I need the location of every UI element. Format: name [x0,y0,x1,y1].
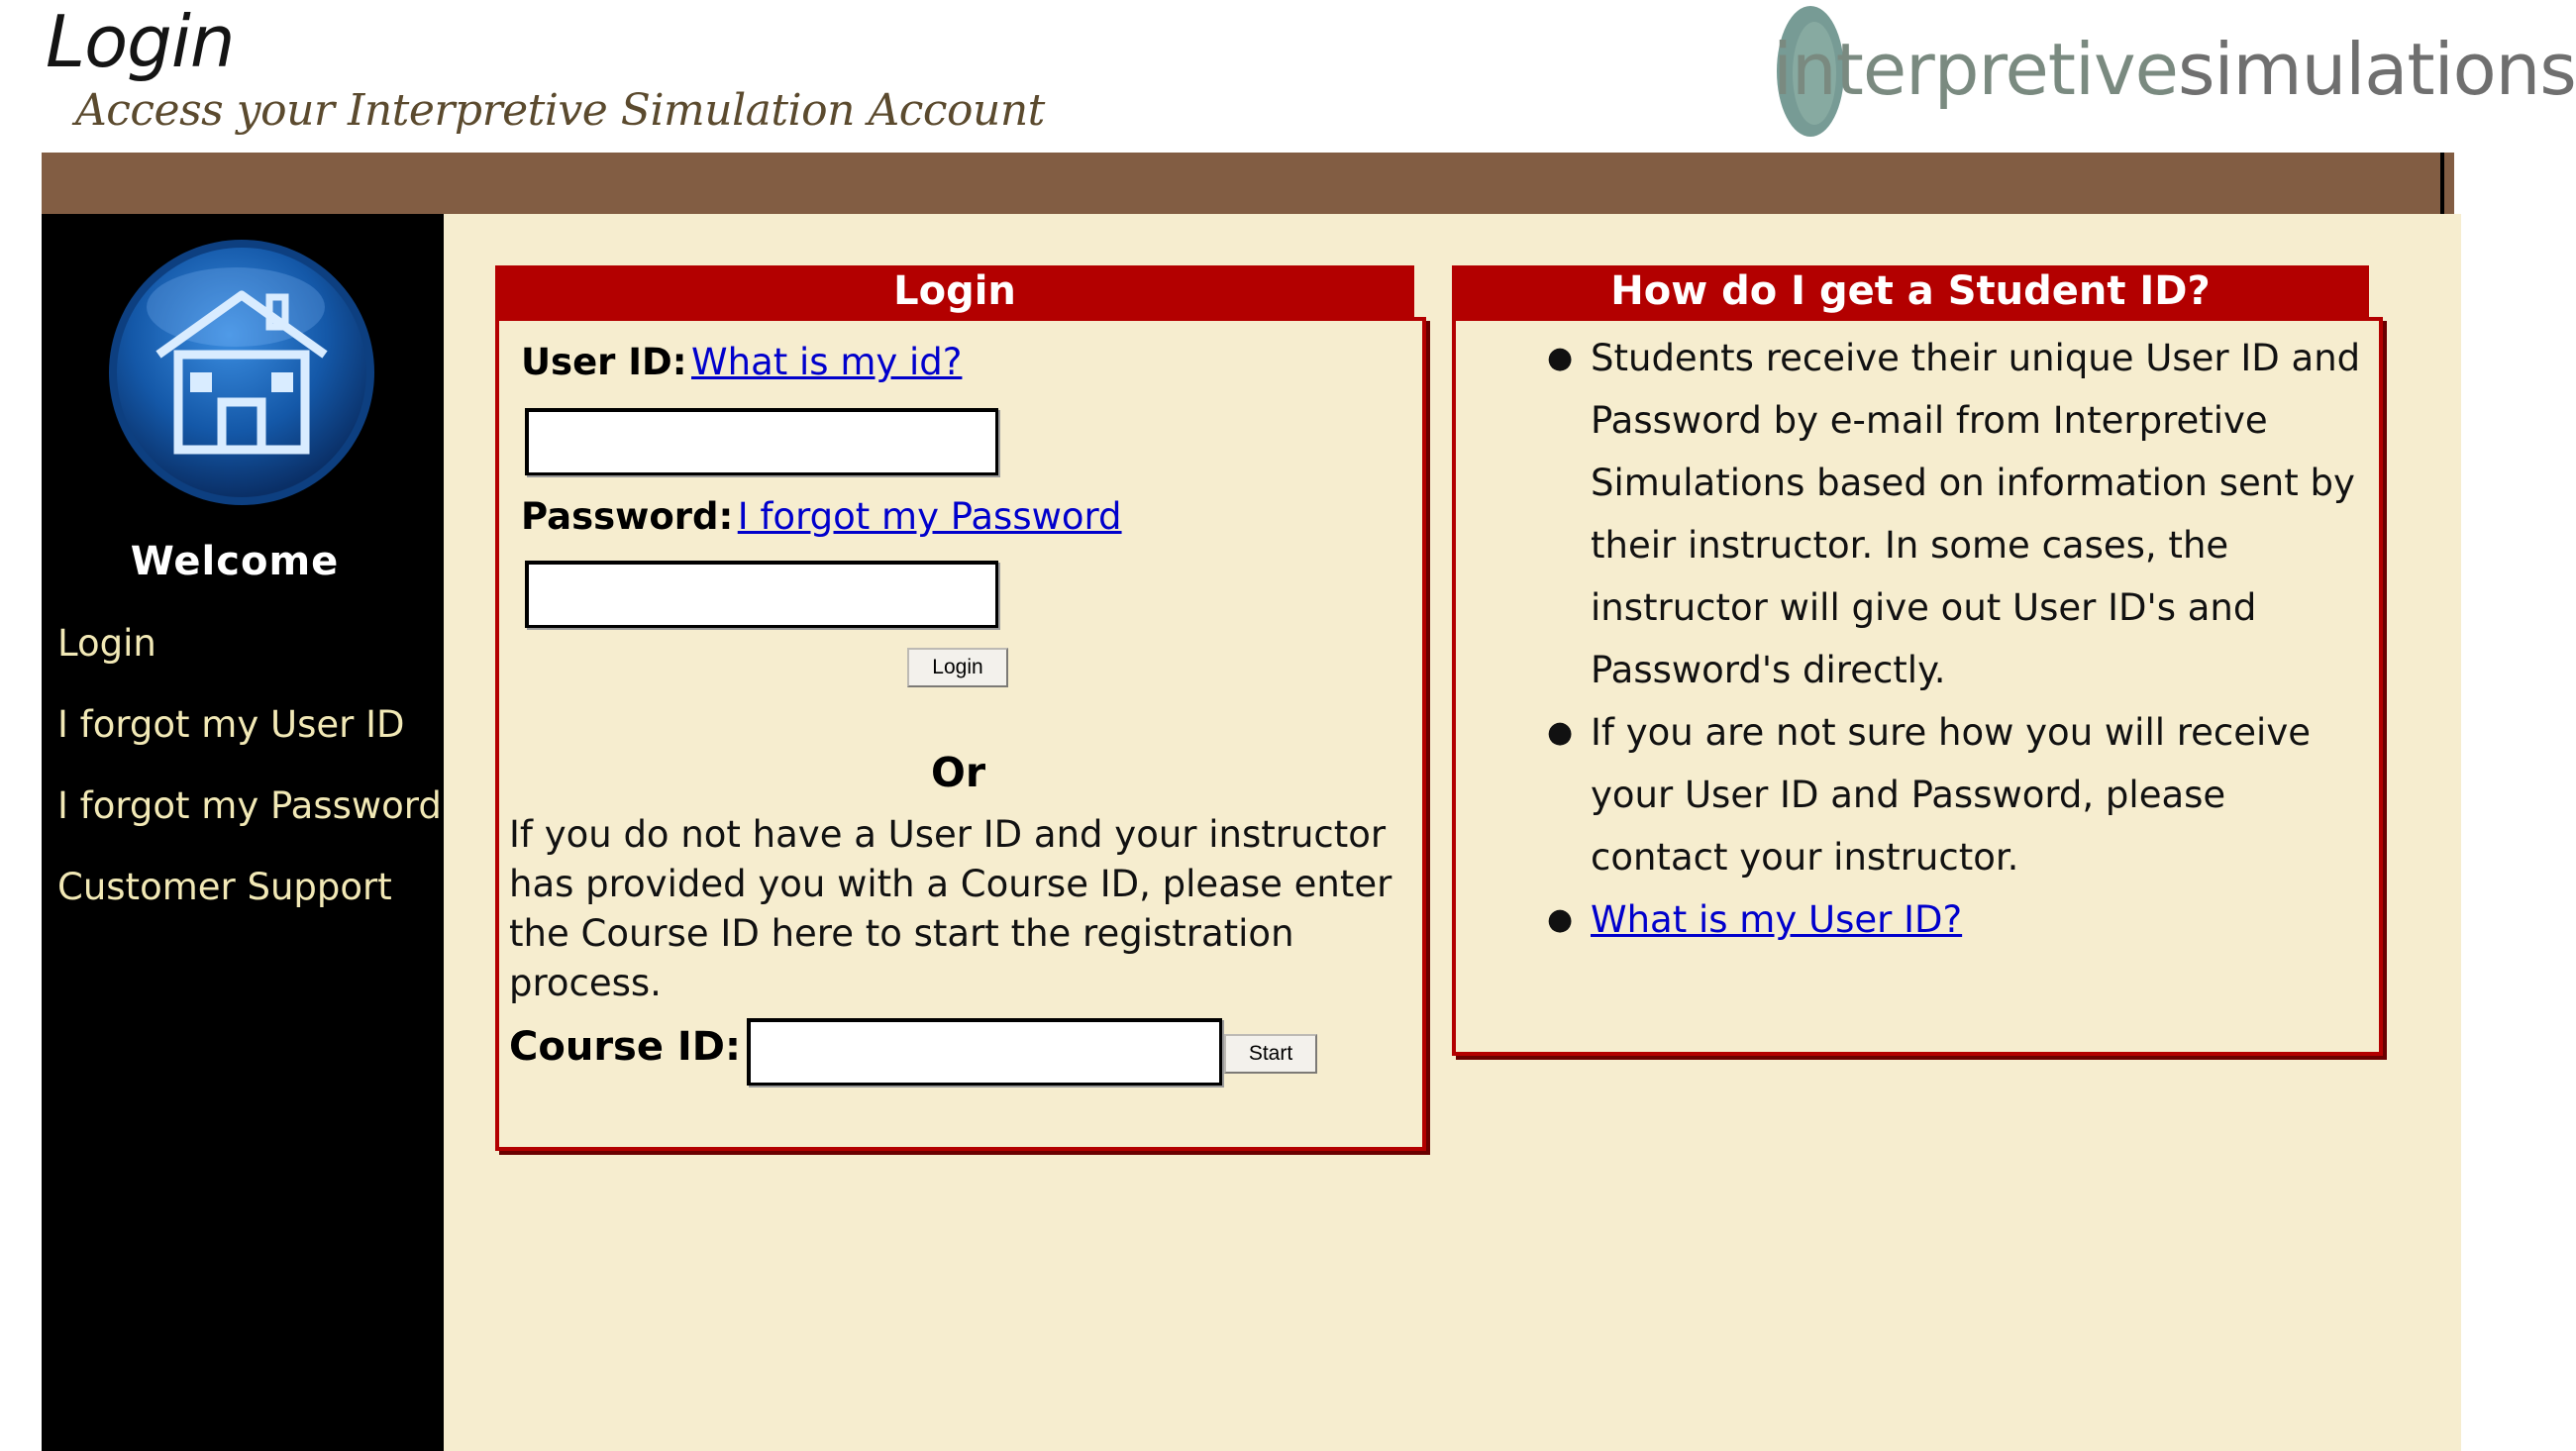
bullet-icon: ● [1547,715,1574,750]
course-id-input[interactable] [747,1018,1222,1086]
sidebar-item-login[interactable]: Login [57,622,156,665]
header-bar [42,153,2454,214]
user-id-row [521,341,962,383]
login-panel-title: Login [495,265,1414,317]
user-id-input[interactable] [525,408,998,475]
login-button[interactable]: Login [907,648,1008,687]
course-id-instructions: If you do not have a User ID and your instructor has provided you with a Course ID, please enter the Course ID here to start the registration process. [509,813,1392,1004]
sidebar-item-forgot-user-id[interactable]: I forgot my User ID [57,703,405,746]
password-row [521,495,1122,538]
bullet-icon: ● [1547,341,1574,375]
page-title: Login [46,0,235,83]
list-item [1547,888,2373,951]
what-is-my-id-link[interactable]: What is my id? [691,341,963,383]
brand-part-1: interpretive [1773,28,2178,111]
or-label: Or [931,749,986,796]
course-id-label: Course ID: [509,1024,741,1070]
start-button[interactable]: Start [1224,1034,1317,1074]
password-input[interactable] [525,561,998,628]
info-bullet-list [1547,327,2373,951]
info-bullet-text: If you are not sure how you will receive your User ID and Password, please contact your instructor. [1591,711,2311,879]
list-item [1547,327,2373,701]
sidebar [42,214,444,1451]
brand-wordmark [1773,28,2576,111]
what-is-my-user-id-link[interactable]: What is my User ID? [1591,898,1963,941]
bullet-icon: ● [1547,902,1574,937]
sidebar-item-forgot-password[interactable]: I forgot my Password [57,784,442,827]
sidebar-item-customer-support[interactable]: Customer Support [57,866,392,908]
password-label: Password: [521,495,734,538]
sidebar-welcome: Welcome [130,539,340,584]
page-subtitle: Access your Interpretive Simulation Account [75,85,1045,136]
forgot-password-link[interactable]: I forgot my Password [737,495,1122,538]
user-id-label: User ID: [521,341,687,383]
info-panel-title: How do I get a Student ID? [1452,265,2369,317]
header-bar-edge [2440,153,2444,214]
home-icon[interactable] [107,238,376,507]
list-item [1547,701,2373,888]
brand-part-2: simulations [2177,28,2576,111]
info-bullet-text: Students receive their unique User ID and Password by e-mail from Interpretive Simulations based on information sent by their instructor. In some cases, the instructor will give out User ID's and Password's directly. [1591,337,2361,691]
